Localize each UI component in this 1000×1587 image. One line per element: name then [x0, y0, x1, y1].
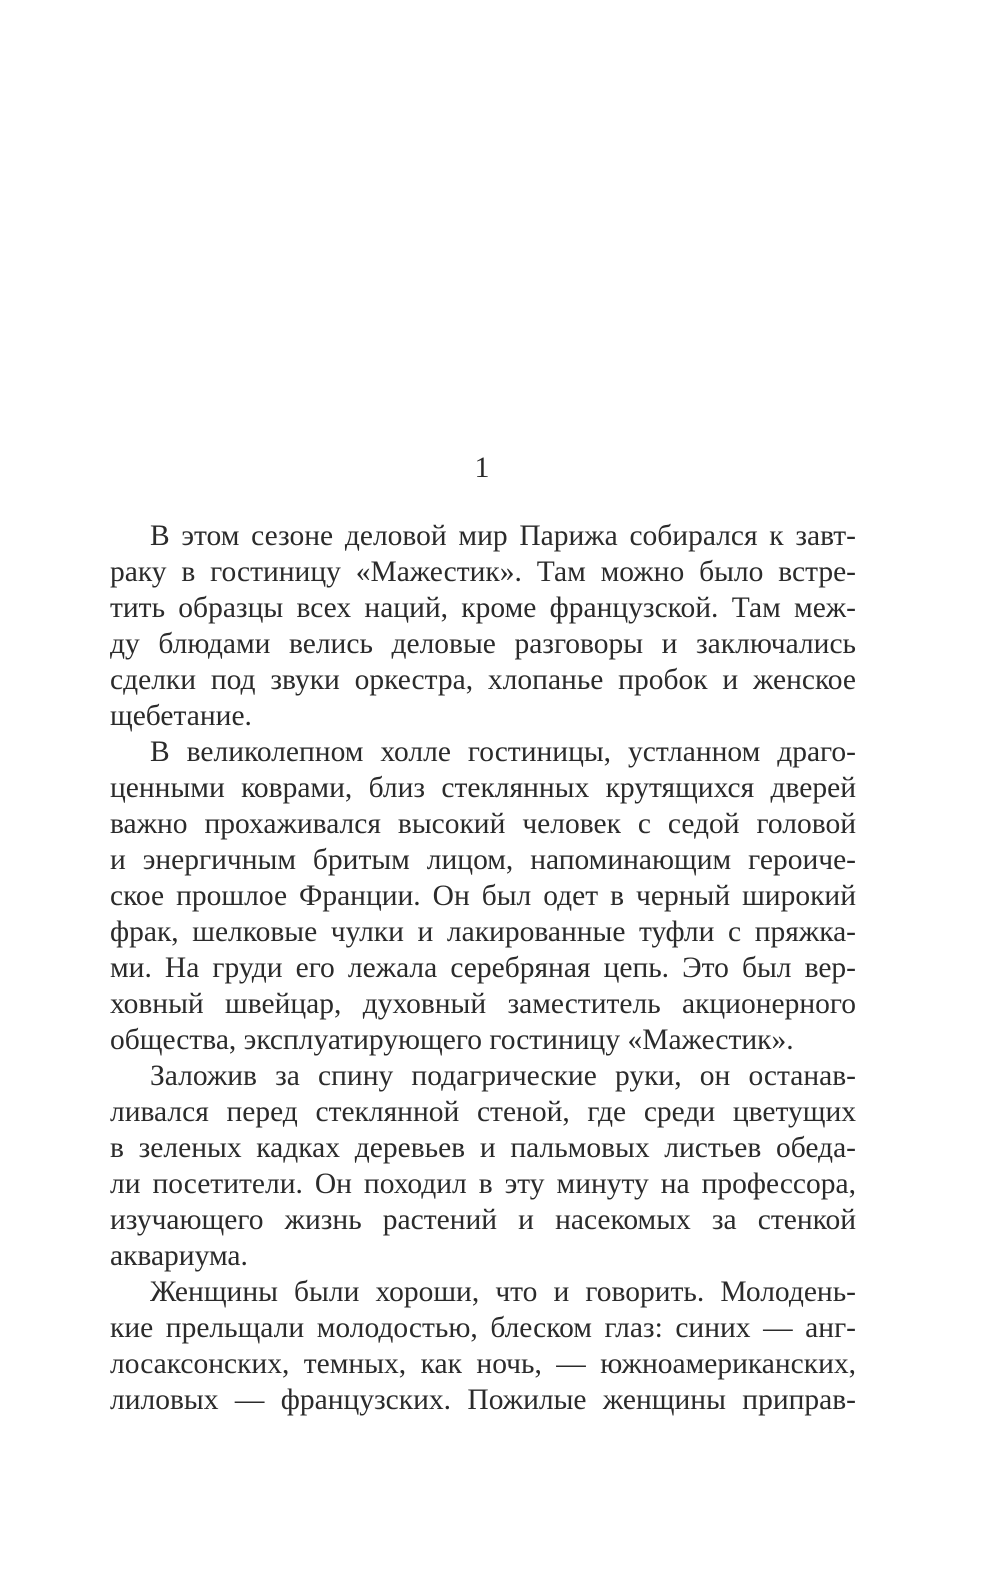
text-line: в зеленых кадках деревьев и пальмовых листьев обеда-: [110, 1132, 856, 1164]
text-line: Заложив за спину подагрические руки, он останав-: [150, 1060, 856, 1092]
text-line: ское прошлое Франции. Он был одет в черный широкий: [110, 880, 856, 912]
chapter-text: [110, 518, 856, 1418]
text-line: ливался перед стеклянной стеной, где среди цветущих: [110, 1096, 856, 1128]
paragraph-3: [110, 1058, 856, 1274]
text-line: раку в гостиницу «Мажестик». Там можно было встре-: [110, 556, 856, 588]
text-line: общества, эксплуатирующего гостиницу «Мажестик».: [110, 1024, 794, 1056]
text-line: Женщины были хороши, что и говорить. Молодень-: [150, 1276, 856, 1308]
text-line: аквариума.: [110, 1240, 248, 1272]
chapter-number: 1: [474, 451, 490, 484]
text-line: фрак, шелковые чулки и лакированные туфли с пряжка-: [110, 916, 856, 948]
text-line: кие прельщали молодостью, блеском глаз: синих — анг-: [110, 1312, 856, 1344]
text-line: лосаксонских, темных, как ночь, — южноамериканских,: [110, 1348, 856, 1380]
paragraph-1: [110, 518, 856, 734]
text-line: щебетание.: [110, 700, 252, 732]
text-line: ценными коврами, близ стеклянных крутящихся дверей: [110, 772, 856, 804]
paragraph-2: [110, 734, 856, 1058]
text-line: ли посетители. Он походил в эту минуту на профессора,: [110, 1168, 856, 1200]
text-line: В великолепном холле гостиницы, устланном драго-: [150, 736, 856, 768]
text-line: лиловых — французских. Пожилые женщины приправ-: [110, 1384, 856, 1416]
text-line: тить образцы всех наций, кроме французской. Там меж-: [110, 592, 856, 624]
text-line: важно прохаживался высокий человек с седой головой: [110, 808, 856, 840]
text-line: ховный швейцар, духовный заместитель акционерного: [110, 988, 856, 1020]
text-line: В этом сезоне деловой мир Парижа собирался к завт-: [150, 520, 856, 552]
paragraph-4: [110, 1274, 856, 1418]
text-line: сделки под звуки оркестра, хлопанье пробок и женское: [110, 664, 856, 696]
text-line: ду блюдами велись деловые разговоры и заключались: [110, 628, 856, 660]
text-line: ми. На груди его лежала серебряная цепь. Это был вер-: [110, 952, 856, 984]
text-line: и энергичным бритым лицом, напоминающим героиче-: [110, 844, 856, 876]
text-line: изучающего жизнь растений и насекомых за стенкой: [110, 1204, 856, 1236]
